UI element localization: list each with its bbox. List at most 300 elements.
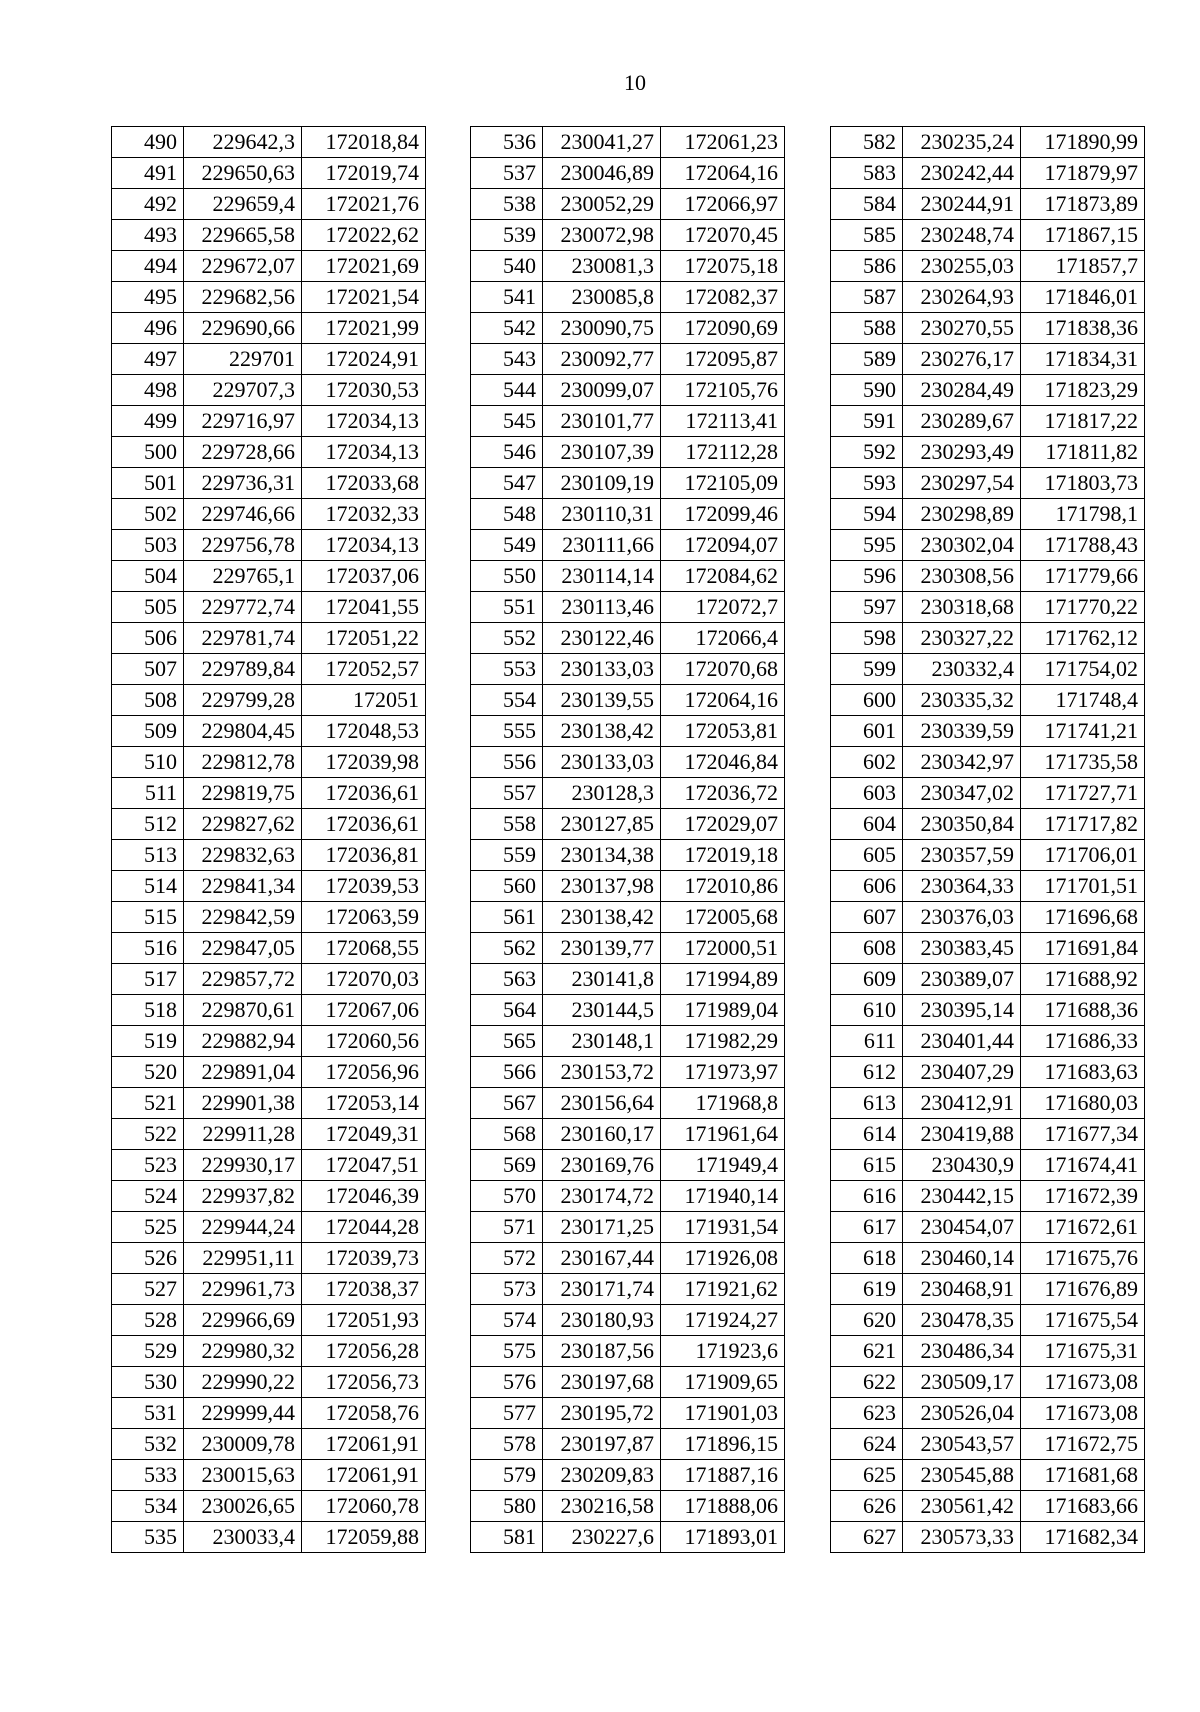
y-coordinate-cell: 172041,55 xyxy=(302,592,426,623)
table-row xyxy=(471,1212,785,1243)
x-coordinate-cell: 230478,35 xyxy=(903,1305,1021,1336)
x-coordinate-cell: 230180,93 xyxy=(543,1305,661,1336)
y-coordinate-cell: 172010,86 xyxy=(661,871,785,902)
table-row xyxy=(471,1181,785,1212)
table-row xyxy=(831,158,1145,189)
y-coordinate-cell: 172047,51 xyxy=(302,1150,426,1181)
point-number-cell: 623 xyxy=(831,1398,903,1429)
y-coordinate-cell: 172064,16 xyxy=(661,158,785,189)
table-row xyxy=(831,189,1145,220)
point-number-cell: 527 xyxy=(112,1274,184,1305)
table-row xyxy=(471,561,785,592)
table-row xyxy=(471,623,785,654)
point-number-cell: 490 xyxy=(112,127,184,158)
table-row xyxy=(471,1429,785,1460)
point-number-cell: 561 xyxy=(471,902,543,933)
table-row xyxy=(831,1150,1145,1181)
table-row xyxy=(112,1491,426,1522)
table-row xyxy=(471,1522,785,1553)
point-number-cell: 504 xyxy=(112,561,184,592)
point-number-cell: 491 xyxy=(112,158,184,189)
y-coordinate-cell: 172046,39 xyxy=(302,1181,426,1212)
x-coordinate-cell: 230134,38 xyxy=(543,840,661,871)
table-row xyxy=(471,778,785,809)
point-number-cell: 533 xyxy=(112,1460,184,1491)
y-coordinate-cell: 171681,68 xyxy=(1021,1460,1145,1491)
x-coordinate-cell: 229842,59 xyxy=(184,902,302,933)
x-coordinate-cell: 229701 xyxy=(184,344,302,375)
x-coordinate-cell: 230395,14 xyxy=(903,995,1021,1026)
y-coordinate-cell: 171672,39 xyxy=(1021,1181,1145,1212)
x-coordinate-cell: 230486,34 xyxy=(903,1336,1021,1367)
point-number-cell: 498 xyxy=(112,375,184,406)
y-coordinate-cell: 172113,41 xyxy=(661,406,785,437)
table-row xyxy=(112,561,426,592)
y-coordinate-cell: 171909,65 xyxy=(661,1367,785,1398)
y-coordinate-cell: 172000,51 xyxy=(661,933,785,964)
table-row xyxy=(112,1460,426,1491)
point-number-cell: 606 xyxy=(831,871,903,902)
x-coordinate-cell: 230412,91 xyxy=(903,1088,1021,1119)
x-coordinate-cell: 230197,68 xyxy=(543,1367,661,1398)
point-number-cell: 570 xyxy=(471,1181,543,1212)
x-coordinate-cell: 230389,07 xyxy=(903,964,1021,995)
y-coordinate-cell: 171673,08 xyxy=(1021,1398,1145,1429)
x-coordinate-cell: 230357,59 xyxy=(903,840,1021,871)
point-number-cell: 612 xyxy=(831,1057,903,1088)
y-coordinate-cell: 171706,01 xyxy=(1021,840,1145,871)
table-row xyxy=(471,1336,785,1367)
table-row xyxy=(112,158,426,189)
table-row xyxy=(112,530,426,561)
x-coordinate-cell: 230197,87 xyxy=(543,1429,661,1460)
x-coordinate-cell: 230099,07 xyxy=(543,375,661,406)
y-coordinate-cell: 171676,89 xyxy=(1021,1274,1145,1305)
y-coordinate-cell: 172056,28 xyxy=(302,1336,426,1367)
table-row xyxy=(471,158,785,189)
point-number-cell: 554 xyxy=(471,685,543,716)
table-row xyxy=(831,716,1145,747)
point-number-cell: 582 xyxy=(831,127,903,158)
x-coordinate-cell: 230171,74 xyxy=(543,1274,661,1305)
y-coordinate-cell: 172082,37 xyxy=(661,282,785,313)
y-coordinate-cell: 172067,06 xyxy=(302,995,426,1026)
table-row xyxy=(831,778,1145,809)
point-number-cell: 617 xyxy=(831,1212,903,1243)
table-row xyxy=(112,933,426,964)
x-coordinate-cell: 230235,24 xyxy=(903,127,1021,158)
x-coordinate-cell: 229804,45 xyxy=(184,716,302,747)
point-number-cell: 591 xyxy=(831,406,903,437)
point-number-cell: 550 xyxy=(471,561,543,592)
x-coordinate-cell: 230468,91 xyxy=(903,1274,1021,1305)
x-coordinate-cell: 230339,59 xyxy=(903,716,1021,747)
y-coordinate-cell: 172061,23 xyxy=(661,127,785,158)
point-number-cell: 588 xyxy=(831,313,903,344)
table-row xyxy=(471,995,785,1026)
point-number-cell: 590 xyxy=(831,375,903,406)
table-row xyxy=(831,1491,1145,1522)
y-coordinate-cell: 172084,62 xyxy=(661,561,785,592)
point-number-cell: 492 xyxy=(112,189,184,220)
page-number: 10 xyxy=(624,70,646,95)
y-coordinate-cell: 172060,56 xyxy=(302,1026,426,1057)
point-number-cell: 536 xyxy=(471,127,543,158)
x-coordinate-cell: 229650,63 xyxy=(184,158,302,189)
x-coordinate-cell: 230046,89 xyxy=(543,158,661,189)
point-number-cell: 538 xyxy=(471,189,543,220)
y-coordinate-cell: 171924,27 xyxy=(661,1305,785,1336)
y-coordinate-cell: 171879,97 xyxy=(1021,158,1145,189)
point-number-cell: 594 xyxy=(831,499,903,530)
y-coordinate-cell: 171994,89 xyxy=(661,964,785,995)
table-row xyxy=(112,437,426,468)
y-coordinate-cell: 171754,02 xyxy=(1021,654,1145,685)
table-row xyxy=(112,1305,426,1336)
table-row xyxy=(471,1305,785,1336)
x-coordinate-cell: 230318,68 xyxy=(903,592,1021,623)
point-number-cell: 537 xyxy=(471,158,543,189)
table-row xyxy=(831,1057,1145,1088)
y-coordinate-cell: 172036,61 xyxy=(302,809,426,840)
y-coordinate-cell: 171923,6 xyxy=(661,1336,785,1367)
point-number-cell: 499 xyxy=(112,406,184,437)
point-number-cell: 552 xyxy=(471,623,543,654)
table-row xyxy=(471,1057,785,1088)
x-coordinate-cell: 229937,82 xyxy=(184,1181,302,1212)
point-number-cell: 519 xyxy=(112,1026,184,1057)
y-coordinate-cell: 171890,99 xyxy=(1021,127,1145,158)
x-coordinate-cell: 230335,32 xyxy=(903,685,1021,716)
table-row xyxy=(112,1367,426,1398)
y-coordinate-cell: 172070,68 xyxy=(661,654,785,685)
point-number-cell: 545 xyxy=(471,406,543,437)
table-row xyxy=(112,1429,426,1460)
x-coordinate-cell: 230327,22 xyxy=(903,623,1021,654)
y-coordinate-cell: 172021,69 xyxy=(302,251,426,282)
x-coordinate-cell: 230090,75 xyxy=(543,313,661,344)
table-row xyxy=(471,871,785,902)
x-coordinate-cell: 229870,61 xyxy=(184,995,302,1026)
point-number-cell: 514 xyxy=(112,871,184,902)
x-coordinate-cell: 230297,54 xyxy=(903,468,1021,499)
table-row xyxy=(471,530,785,561)
y-coordinate-cell: 171770,22 xyxy=(1021,592,1145,623)
point-number-cell: 544 xyxy=(471,375,543,406)
y-coordinate-cell: 172039,98 xyxy=(302,747,426,778)
table-row xyxy=(112,499,426,530)
point-number-cell: 583 xyxy=(831,158,903,189)
x-coordinate-cell: 230153,72 xyxy=(543,1057,661,1088)
y-coordinate-cell: 172061,91 xyxy=(302,1429,426,1460)
y-coordinate-cell: 171798,1 xyxy=(1021,499,1145,530)
table-row xyxy=(471,282,785,313)
x-coordinate-cell: 229901,38 xyxy=(184,1088,302,1119)
y-coordinate-cell: 171779,66 xyxy=(1021,561,1145,592)
x-coordinate-cell: 230302,04 xyxy=(903,530,1021,561)
point-number-cell: 562 xyxy=(471,933,543,964)
point-number-cell: 599 xyxy=(831,654,903,685)
point-number-cell: 597 xyxy=(831,592,903,623)
y-coordinate-cell: 172032,33 xyxy=(302,499,426,530)
y-coordinate-cell: 171926,08 xyxy=(661,1243,785,1274)
y-coordinate-cell: 172034,13 xyxy=(302,406,426,437)
y-coordinate-cell: 171940,14 xyxy=(661,1181,785,1212)
y-coordinate-cell: 171867,15 xyxy=(1021,220,1145,251)
x-coordinate-cell: 229659,4 xyxy=(184,189,302,220)
table-row xyxy=(471,933,785,964)
y-coordinate-cell: 171982,29 xyxy=(661,1026,785,1057)
y-coordinate-cell: 171762,12 xyxy=(1021,623,1145,654)
point-number-cell: 624 xyxy=(831,1429,903,1460)
x-coordinate-cell: 229827,62 xyxy=(184,809,302,840)
point-number-cell: 516 xyxy=(112,933,184,964)
table-row xyxy=(112,1398,426,1429)
point-number-cell: 627 xyxy=(831,1522,903,1553)
table-row xyxy=(831,747,1145,778)
point-number-cell: 540 xyxy=(471,251,543,282)
table-row xyxy=(112,685,426,716)
y-coordinate-cell: 171873,89 xyxy=(1021,189,1145,220)
point-number-cell: 621 xyxy=(831,1336,903,1367)
y-coordinate-cell: 171741,21 xyxy=(1021,716,1145,747)
point-number-cell: 611 xyxy=(831,1026,903,1057)
y-coordinate-cell: 172024,91 xyxy=(302,344,426,375)
table-row xyxy=(831,561,1145,592)
point-number-cell: 613 xyxy=(831,1088,903,1119)
x-coordinate-cell: 229961,73 xyxy=(184,1274,302,1305)
table-row xyxy=(112,840,426,871)
x-coordinate-cell: 230139,77 xyxy=(543,933,661,964)
point-number-cell: 509 xyxy=(112,716,184,747)
table-row xyxy=(831,1243,1145,1274)
x-coordinate-cell: 230141,8 xyxy=(543,964,661,995)
x-coordinate-cell: 230174,72 xyxy=(543,1181,661,1212)
y-coordinate-cell: 171677,34 xyxy=(1021,1119,1145,1150)
point-number-cell: 523 xyxy=(112,1150,184,1181)
x-coordinate-cell: 230561,42 xyxy=(903,1491,1021,1522)
table-row xyxy=(471,809,785,840)
point-number-cell: 607 xyxy=(831,902,903,933)
y-coordinate-cell: 171857,7 xyxy=(1021,251,1145,282)
y-coordinate-cell: 172036,72 xyxy=(661,778,785,809)
x-coordinate-cell: 230270,55 xyxy=(903,313,1021,344)
x-coordinate-cell: 230138,42 xyxy=(543,716,661,747)
y-coordinate-cell: 172058,76 xyxy=(302,1398,426,1429)
y-coordinate-cell: 171696,68 xyxy=(1021,902,1145,933)
x-coordinate-cell: 230383,45 xyxy=(903,933,1021,964)
x-coordinate-cell: 230242,44 xyxy=(903,158,1021,189)
point-number-cell: 598 xyxy=(831,623,903,654)
table-row xyxy=(112,1181,426,1212)
y-coordinate-cell: 172051 xyxy=(302,685,426,716)
y-coordinate-cell: 172095,87 xyxy=(661,344,785,375)
x-coordinate-cell: 230139,55 xyxy=(543,685,661,716)
y-coordinate-cell: 171735,58 xyxy=(1021,747,1145,778)
x-coordinate-cell: 230264,93 xyxy=(903,282,1021,313)
table-row xyxy=(112,654,426,685)
point-number-cell: 555 xyxy=(471,716,543,747)
point-number-cell: 586 xyxy=(831,251,903,282)
table-row xyxy=(831,685,1145,716)
point-number-cell: 551 xyxy=(471,592,543,623)
x-coordinate-cell: 229716,97 xyxy=(184,406,302,437)
x-coordinate-cell: 229682,56 xyxy=(184,282,302,313)
y-coordinate-cell: 172053,14 xyxy=(302,1088,426,1119)
point-number-cell: 592 xyxy=(831,437,903,468)
y-coordinate-cell: 172033,68 xyxy=(302,468,426,499)
table-row xyxy=(831,344,1145,375)
y-coordinate-cell: 172022,62 xyxy=(302,220,426,251)
coordinates-table-1 xyxy=(111,126,426,1553)
y-coordinate-cell: 171688,92 xyxy=(1021,964,1145,995)
x-coordinate-cell: 230081,3 xyxy=(543,251,661,282)
x-coordinate-cell: 230347,02 xyxy=(903,778,1021,809)
point-number-cell: 608 xyxy=(831,933,903,964)
point-number-cell: 587 xyxy=(831,282,903,313)
y-coordinate-cell: 171701,51 xyxy=(1021,871,1145,902)
table-row xyxy=(831,468,1145,499)
table-row xyxy=(471,499,785,530)
x-coordinate-cell: 230308,56 xyxy=(903,561,1021,592)
table-row xyxy=(471,313,785,344)
table-row xyxy=(831,592,1145,623)
y-coordinate-cell: 171727,71 xyxy=(1021,778,1145,809)
y-coordinate-cell: 172070,45 xyxy=(661,220,785,251)
x-coordinate-cell: 229990,22 xyxy=(184,1367,302,1398)
x-coordinate-cell: 230052,29 xyxy=(543,189,661,220)
table-row xyxy=(471,1088,785,1119)
point-number-cell: 565 xyxy=(471,1026,543,1057)
x-coordinate-cell: 230454,07 xyxy=(903,1212,1021,1243)
point-number-cell: 496 xyxy=(112,313,184,344)
point-number-cell: 531 xyxy=(112,1398,184,1429)
x-coordinate-cell: 230033,4 xyxy=(184,1522,302,1553)
y-coordinate-cell: 171893,01 xyxy=(661,1522,785,1553)
table-row xyxy=(112,344,426,375)
table-row xyxy=(471,654,785,685)
x-coordinate-cell: 229746,66 xyxy=(184,499,302,530)
x-coordinate-cell: 230216,58 xyxy=(543,1491,661,1522)
y-coordinate-cell: 172056,73 xyxy=(302,1367,426,1398)
point-number-cell: 511 xyxy=(112,778,184,809)
table-row xyxy=(112,809,426,840)
point-number-cell: 535 xyxy=(112,1522,184,1553)
table-row xyxy=(471,468,785,499)
table-row xyxy=(471,375,785,406)
x-coordinate-cell: 230401,44 xyxy=(903,1026,1021,1057)
y-coordinate-cell: 172019,74 xyxy=(302,158,426,189)
y-coordinate-cell: 172063,59 xyxy=(302,902,426,933)
y-coordinate-cell: 171846,01 xyxy=(1021,282,1145,313)
point-number-cell: 510 xyxy=(112,747,184,778)
x-coordinate-cell: 230026,65 xyxy=(184,1491,302,1522)
point-number-cell: 549 xyxy=(471,530,543,561)
y-coordinate-cell: 171672,61 xyxy=(1021,1212,1145,1243)
table-row xyxy=(831,499,1145,530)
point-number-cell: 553 xyxy=(471,654,543,685)
x-coordinate-cell: 230293,49 xyxy=(903,437,1021,468)
table-row xyxy=(112,406,426,437)
x-coordinate-cell: 229772,74 xyxy=(184,592,302,623)
point-number-cell: 568 xyxy=(471,1119,543,1150)
table-row xyxy=(112,778,426,809)
x-coordinate-cell: 229980,32 xyxy=(184,1336,302,1367)
table-row xyxy=(471,1398,785,1429)
point-number-cell: 534 xyxy=(112,1491,184,1522)
y-coordinate-cell: 172021,99 xyxy=(302,313,426,344)
y-coordinate-cell: 172053,81 xyxy=(661,716,785,747)
y-coordinate-cell: 172068,55 xyxy=(302,933,426,964)
table-row xyxy=(831,1398,1145,1429)
x-coordinate-cell: 230160,17 xyxy=(543,1119,661,1150)
y-coordinate-cell: 171748,4 xyxy=(1021,685,1145,716)
x-coordinate-cell: 230460,14 xyxy=(903,1243,1021,1274)
point-number-cell: 572 xyxy=(471,1243,543,1274)
y-coordinate-cell: 171973,97 xyxy=(661,1057,785,1088)
y-coordinate-cell: 171803,73 xyxy=(1021,468,1145,499)
point-number-cell: 593 xyxy=(831,468,903,499)
table-row xyxy=(831,127,1145,158)
x-coordinate-cell: 230342,97 xyxy=(903,747,1021,778)
point-number-cell: 556 xyxy=(471,747,543,778)
y-coordinate-cell: 171989,04 xyxy=(661,995,785,1026)
table-row xyxy=(112,220,426,251)
point-number-cell: 564 xyxy=(471,995,543,1026)
table-row xyxy=(112,313,426,344)
point-number-cell: 495 xyxy=(112,282,184,313)
y-coordinate-cell: 172037,06 xyxy=(302,561,426,592)
y-coordinate-cell: 172099,46 xyxy=(661,499,785,530)
point-number-cell: 601 xyxy=(831,716,903,747)
table-row xyxy=(831,1367,1145,1398)
x-coordinate-cell: 229857,72 xyxy=(184,964,302,995)
x-coordinate-cell: 229665,58 xyxy=(184,220,302,251)
point-number-cell: 508 xyxy=(112,685,184,716)
point-number-cell: 616 xyxy=(831,1181,903,1212)
table-row xyxy=(831,964,1145,995)
table-row xyxy=(471,1243,785,1274)
x-coordinate-cell: 230156,64 xyxy=(543,1088,661,1119)
point-number-cell: 513 xyxy=(112,840,184,871)
y-coordinate-cell: 172075,18 xyxy=(661,251,785,282)
x-coordinate-cell: 229911,28 xyxy=(184,1119,302,1150)
y-coordinate-cell: 172070,03 xyxy=(302,964,426,995)
y-coordinate-cell: 172051,93 xyxy=(302,1305,426,1336)
x-coordinate-cell: 229812,78 xyxy=(184,747,302,778)
point-number-cell: 515 xyxy=(112,902,184,933)
point-number-cell: 503 xyxy=(112,530,184,561)
y-coordinate-cell: 171961,64 xyxy=(661,1119,785,1150)
x-coordinate-cell: 229847,05 xyxy=(184,933,302,964)
x-coordinate-cell: 230255,03 xyxy=(903,251,1021,282)
table-row xyxy=(831,530,1145,561)
table-row xyxy=(471,251,785,282)
y-coordinate-cell: 172036,61 xyxy=(302,778,426,809)
x-coordinate-cell: 230276,17 xyxy=(903,344,1021,375)
y-coordinate-cell: 172112,28 xyxy=(661,437,785,468)
point-number-cell: 517 xyxy=(112,964,184,995)
x-coordinate-cell: 229891,04 xyxy=(184,1057,302,1088)
y-coordinate-cell: 171717,82 xyxy=(1021,809,1145,840)
y-coordinate-cell: 172044,28 xyxy=(302,1212,426,1243)
table-row xyxy=(112,871,426,902)
y-coordinate-cell: 172052,57 xyxy=(302,654,426,685)
y-coordinate-cell: 172049,31 xyxy=(302,1119,426,1150)
table-row xyxy=(831,995,1145,1026)
y-coordinate-cell: 172030,53 xyxy=(302,375,426,406)
point-number-cell: 529 xyxy=(112,1336,184,1367)
